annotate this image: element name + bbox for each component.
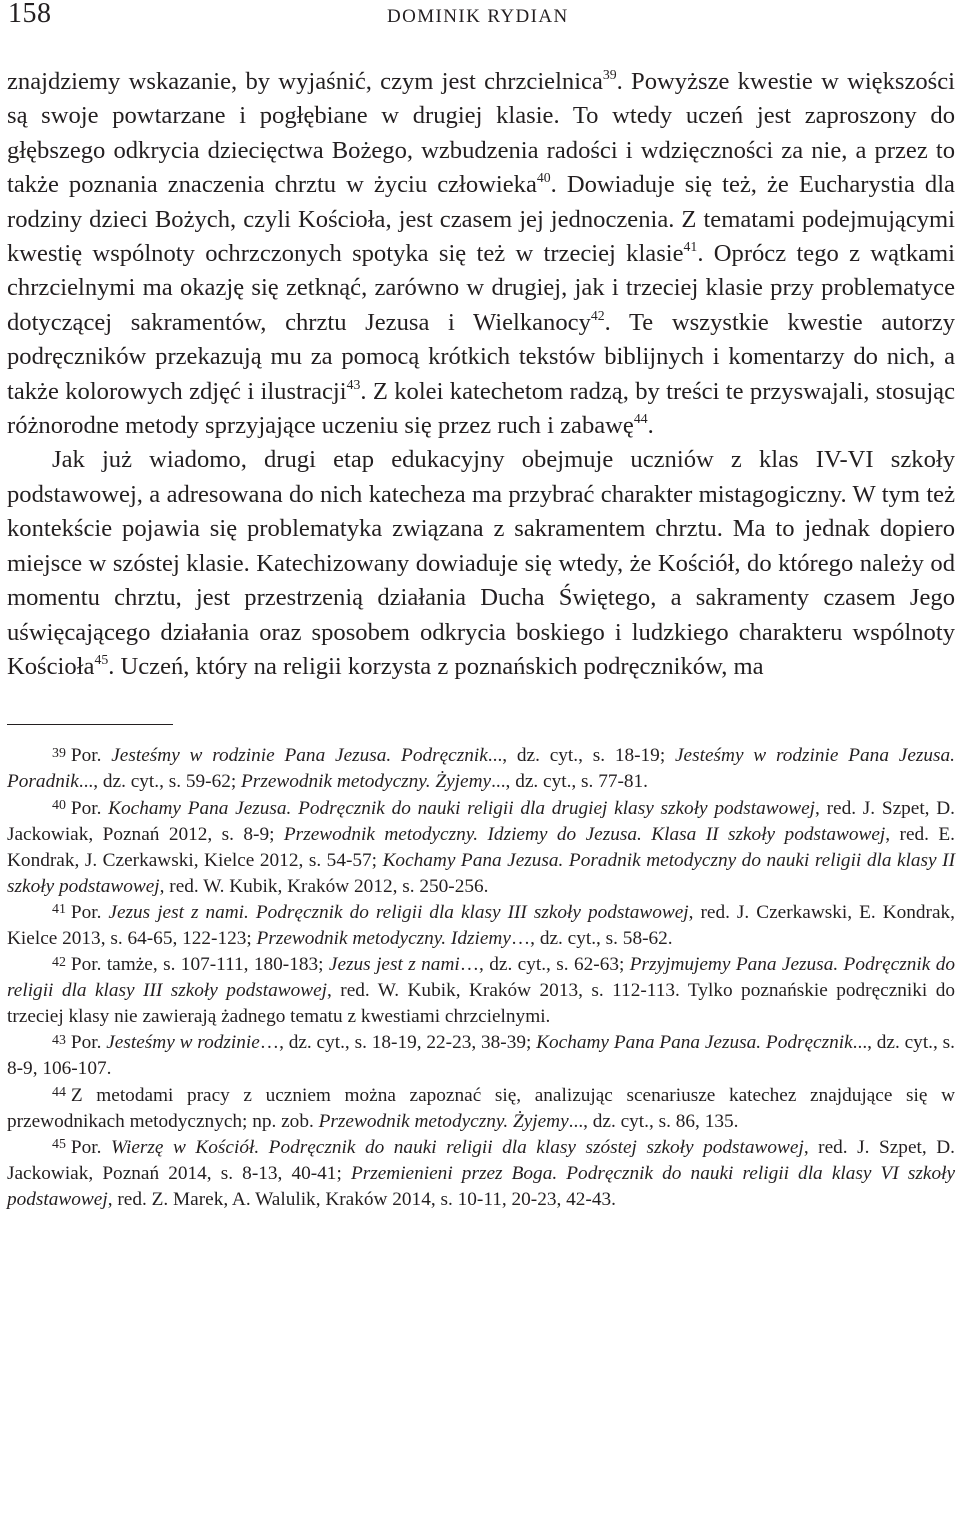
page-number: 158 — [8, 0, 52, 29]
footnote-text: ..., dz. cyt., s. 18-19; — [487, 745, 675, 767]
footnote-text: ..., dz. cyt., s. 59-62; — [78, 771, 242, 793]
footnote-ref-40: 40 — [536, 170, 551, 186]
footnote-number: 44 — [52, 1085, 66, 1101]
footnote-ref-41: 41 — [683, 239, 698, 255]
footnote-title: Jezus jest z nami. Podręcznik do religii dla klasy III szkoły podstawowej — [108, 901, 689, 923]
footnote-number: 40 — [52, 798, 66, 814]
footnote-ref-39: 39 — [602, 67, 617, 83]
footnote-number: 41 — [52, 902, 66, 918]
running-header — [7, 2, 955, 32]
footnote-44 — [7, 1083, 955, 1135]
footnote-43 — [7, 1030, 955, 1082]
footnote-ref-45: 45 — [94, 652, 109, 667]
footnote-title: Jezus jest z nami — [328, 954, 460, 976]
footnote-text: ..., dz. cyt., s. 77-81. — [491, 771, 648, 793]
footnote-ref-43: 43 — [346, 376, 361, 392]
footnote-text: Z metodami pracy z uczniem można zapoznać się, analizując scenariusze katechez znajdujące się w przewodnikach metodycznych; np. zob. — [7, 1084, 955, 1132]
footnote-ref-44: 44 — [633, 411, 648, 427]
footnote-number: 39 — [52, 745, 66, 761]
paragraph-text: . Uczeń, który na religii korzysta z poznańskich podręczników, ma — [108, 652, 764, 680]
footnote-text: …, dz. cyt., s. 58-62. — [510, 927, 673, 949]
paragraph-text: . Powyższe kwestie w większości są swoje powtarzane i pogłębiane w drugiej klasie. To wtedy uczeń jest zaproszony do głębszego odkrycia dziecięctwa Bożego, wzbudzenia radości i wdzięczności za nie, a przez to także poznania znaczenia chrztu w życiu człowieka — [7, 68, 955, 199]
footnote-title: Jesteśmy w rodzinie Pana Jezusa. Podręcznik — [111, 745, 488, 767]
footnote-text: , red. E. Kondrak, J. Czerkawski, Kielce 2012, s. 54-57; — [7, 823, 955, 871]
footnote-text: ..., dz. cyt., s. 8-9, 106-107. — [7, 1032, 955, 1080]
body-text — [7, 65, 955, 684]
document-page — [7, 0, 955, 1213]
paragraph-text: . Z kolei katechetom radzą, by treści te przyswajali, stosując różnorodne metody sprzyjające uczeniu się przez ruch i zabawę — [7, 377, 956, 440]
footnote-40 — [7, 796, 955, 900]
footnote-42 — [7, 952, 955, 1030]
footnote-title: Przewodnik metodyczny. Idziemy — [256, 927, 511, 949]
paragraph-text: znajdziemy wskazanie, by wyjaśnić, czym jest chrzcielnica — [7, 68, 603, 95]
running-head-author: DOMINIK RYDIAN — [387, 6, 569, 27]
footnote-title: Przemienieni przez Boga. Podręcznik do nauki religii dla klasy VI szkoły podstawowej — [7, 1162, 956, 1210]
paragraph-text: . Oprócz tego z wątkami chrzcielnymi ma okazję się zetknąć, zarówno w drugiej, jak i trzeciej klasie przy problematyce dotyczącej sakramentów, chrztu Jezusa i Wielkanocy — [7, 240, 955, 336]
footnote-title: Wierzę w Kościół. Podręcznik do nauki religii dla klasy szóstej szkoły podstawowej — [110, 1136, 804, 1158]
footnote-text: …, dz. cyt., s. 62-63; — [459, 954, 630, 976]
footnote-title: Przewodnik metodyczny. Idziemy do Jezusa. Klasa II szkoły podstawowej — [283, 823, 886, 845]
footnote-title: Kochamy Pana Jezusa. Poradnik metodyczny do nauki religii dla klasy II szkoły podstawowej — [7, 849, 955, 897]
footnote-text: ..., dz. cyt., s. 86, 135. — [568, 1110, 739, 1132]
footnote-title: Przewodnik metodyczny. Żyjemy — [241, 771, 492, 793]
footnote-39 — [7, 743, 955, 795]
footnote-45 — [7, 1135, 955, 1213]
footnote-text: Por. — [70, 1032, 107, 1054]
footnote-number: 42 — [52, 954, 66, 970]
footnote-title: Kochamy Pana Pana Jezusa. Podręcznik — [536, 1032, 853, 1054]
paragraph-text: . Te wszystkie kwestie autorzy podręczników przekazują mu za pomocą krótkich tekstów biblijnych i komentarzy do nich, a także kolorowych zdjęć i ilustracji — [7, 308, 955, 405]
footnote-text: , red. Z. Marek, A. Walulik, Kraków 2014, s. 10-11, 20-23, 42-43. — [107, 1188, 616, 1210]
footnote-text: , red. J. Szpet, D. Jackowiak, Poznań 2014, s. 8-13, 40-41; — [7, 1136, 955, 1184]
footnote-number: 43 — [52, 1032, 66, 1048]
footnote-41 — [7, 900, 955, 952]
paragraph-text: . — [647, 412, 654, 440]
paragraph-text: . Dowiaduje się też, że Eucharystia dla rodziny dzieci Bożych, czyli Kościoła, jest czasem jej jednoczenia. Z tematami podejmującymi kwestię wspólnoty ochrzczonych spotyka się też w trzeciej klasie — [7, 171, 955, 268]
footnotes — [7, 743, 955, 1213]
footnote-text: Por. — [70, 797, 109, 819]
footnote-title: Jesteśmy w rodzinie — [106, 1032, 260, 1054]
paragraph-2 — [7, 443, 955, 684]
footnote-text: , red. J. Czerkawski, E. Kondrak, Kielce 2013, s. 64-65, 122-123; — [7, 901, 955, 949]
footnote-ref-42: 42 — [590, 307, 605, 323]
paragraph-1 — [7, 65, 955, 443]
footnote-text: Por. — [70, 1136, 111, 1158]
footnote-text: Por. — [70, 745, 112, 767]
footnote-number: 45 — [52, 1137, 66, 1153]
footnote-separator — [7, 724, 173, 725]
footnote-text: …, dz. cyt., s. 18-19, 22-23, 38-39; — [259, 1032, 537, 1054]
footnote-text: , red. J. Szpet, D. Jackowiak, Poznań 2012, s. 8-9; — [7, 797, 955, 845]
footnote-title: Przewodnik metodyczny. Żyjemy — [318, 1110, 569, 1132]
footnote-title: Przyjmujemy Pana Jezusa. Podręcznik do religii dla klasy III szkoły podstawowej — [7, 954, 955, 1002]
footnote-text: , red. W. Kubik, Kraków 2013, s. 112-113. Tylko poznańskie podręczniki do trzeciej klasy nie zawierają żadnego tematu z kwestiami chrzcielnymi. — [7, 980, 955, 1028]
footnote-text: Por. tamże, s. 107-111, 180-183; — [70, 954, 329, 976]
footnote-text: Por. — [70, 901, 109, 923]
footnote-title: Kochamy Pana Jezusa. Podręcznik do nauki religii dla drugiej klasy szkoły podstawowej — [108, 797, 816, 819]
footnote-text: , red. W. Kubik, Kraków 2012, s. 250-256. — [159, 875, 489, 897]
footnote-title: Jesteśmy w rodzinie Pana Jezusa. Poradnik — [7, 745, 955, 793]
paragraph-text: Jak już wiadomo, drugi etap edukacyjny obejmuje uczniów z klas IV-VI szkoły podstawowej, a adresowana do nich katecheza ma przybrać charakter mistagogiczny. W tym też kontekście pojawia się problematyka związana z sakramentem chrztu. Ma to jednak dopiero miejsce w szóstej klasie. Katechizowany dowiaduje się wtedy, że Kościół, do którego należy od momentu chrztu, jest przestrzenią działania Ducha Świętego, a sakramenty czasem Jego uświęcającego działania oraz sposobem odkrycia boskiego i ludzkiego charakteru wspólnoty Kościoła — [7, 446, 955, 680]
